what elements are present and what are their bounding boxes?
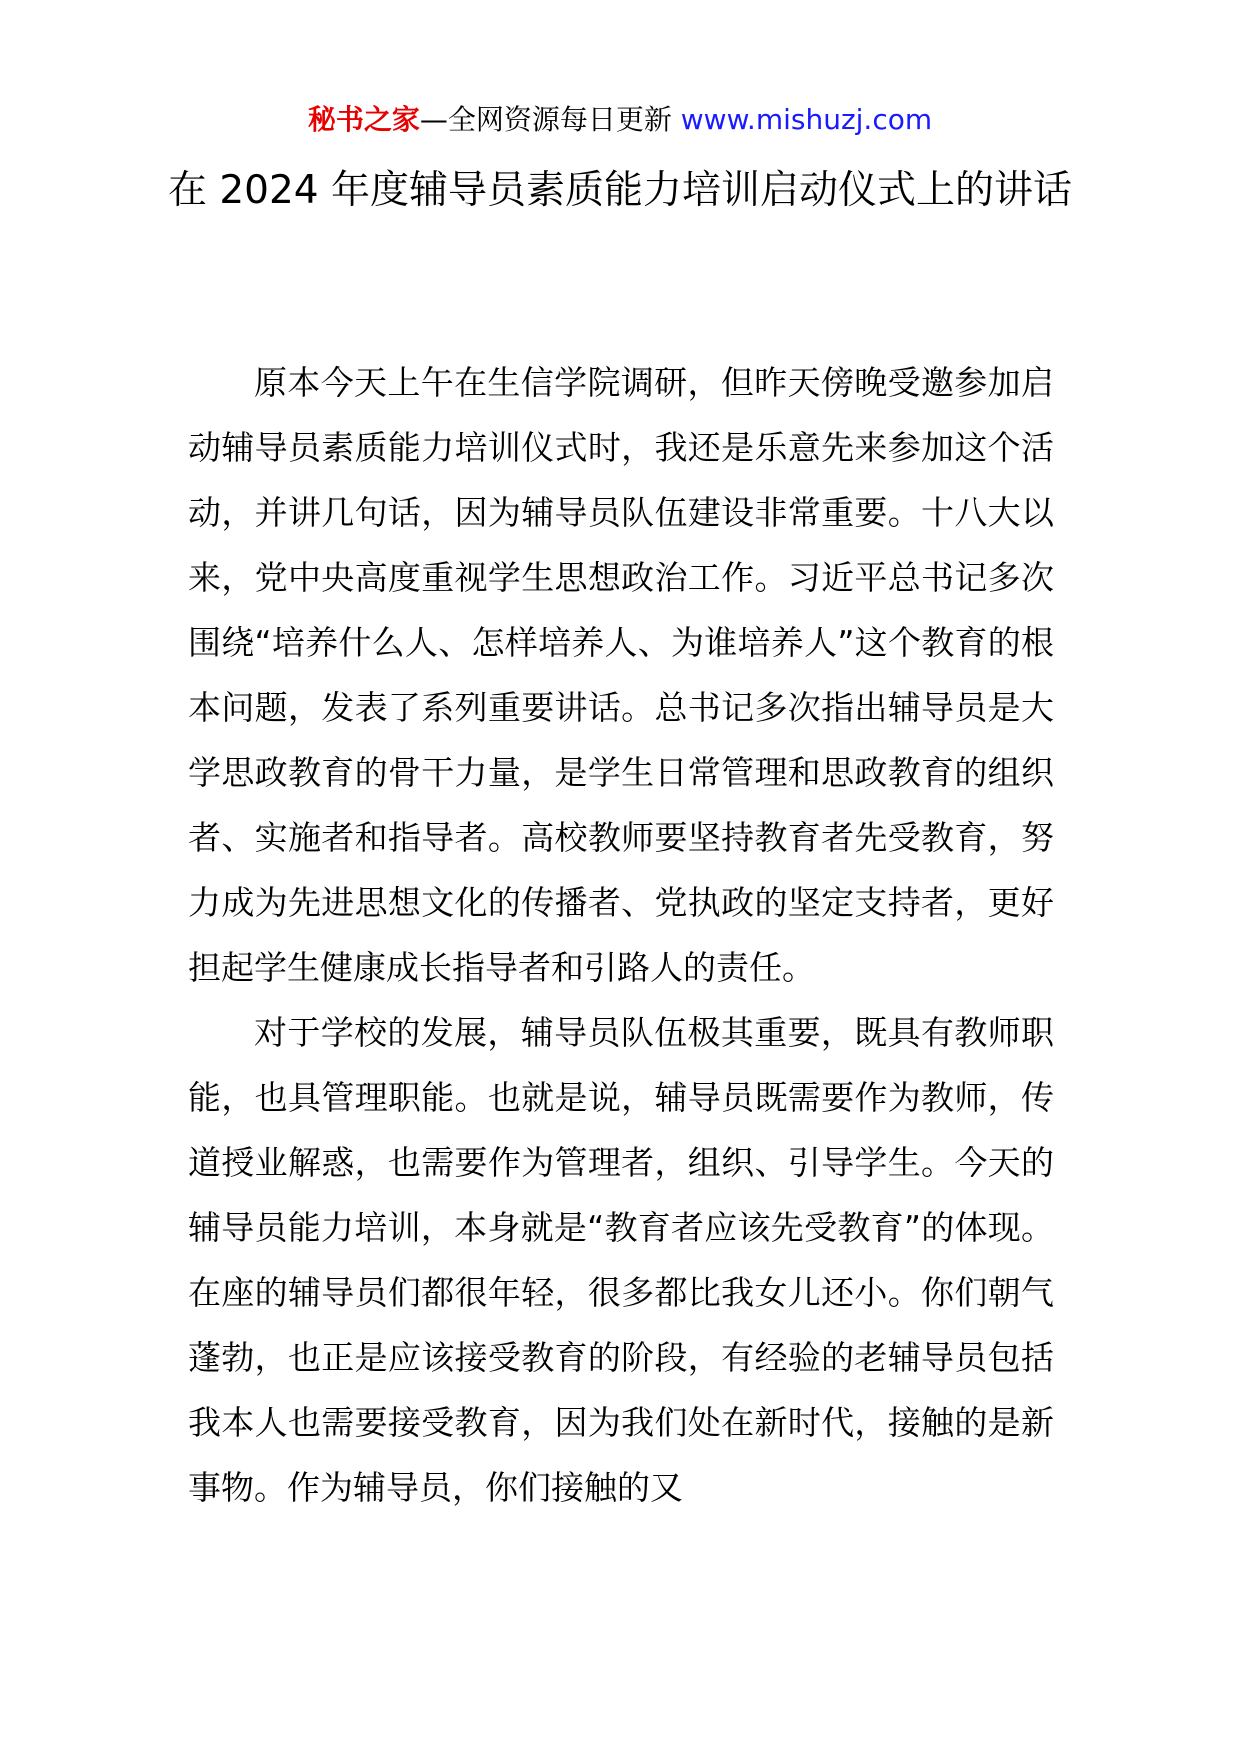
document-title: 在 2024 年度辅导员素质能力培训启动仪式上的讲话 xyxy=(167,168,1073,213)
document-body xyxy=(188,350,1054,1520)
paragraph-2: 对于学校的发展，辅导员队伍极其重要，既具有教师职能，也具管理职能。也就是说，辅导员既需要作为教师，传道授业解惑，也需要作为管理者，组织、引导学生。今天的辅导员能力培训，本身就是“教育者应该先受教育”的体现。在座的辅导员们都很年轻，很多都比我女儿还小。你们朝气蓬勃，也正是应该接受教育的阶段，有经验的老辅导员包括我本人也需要接受教育，因为我们处在新时代，接触的是新事物。作为辅导员，你们接触的又 xyxy=(188,1013,1054,1507)
brand-name: 秘书之家 xyxy=(307,103,420,136)
paragraph-1: 原本今天上午在生信学院调研，但昨天傍晚受邀参加启动辅导员素质能力培训仪式时，我还是乐意先来参加这个活动，并讲几句话，因为辅导员队伍建设非常重要。十八大以来，党中央高度重视学生思想政治工作。习近平总书记多次围绕“培养什么人、怎样培养人、为谁培养人”这个教育的根本问题，发表了系列重要讲话。总书记多次指出辅导员是大学思政教育的骨干力量，是学生日常管理和思政教育的组织者、实施者和指导者。高校教师要坚持教育者先受教育，努力成为先进思想文化的传播者、党执政的坚定支持者，更好担起学生健康成长指导者和引路人的责任。 xyxy=(188,363,1054,987)
site-url-link[interactable]: www.mishuzj.com xyxy=(680,103,933,136)
header-slogan: —全网资源每日更新 xyxy=(419,103,681,136)
site-header xyxy=(0,100,1240,140)
